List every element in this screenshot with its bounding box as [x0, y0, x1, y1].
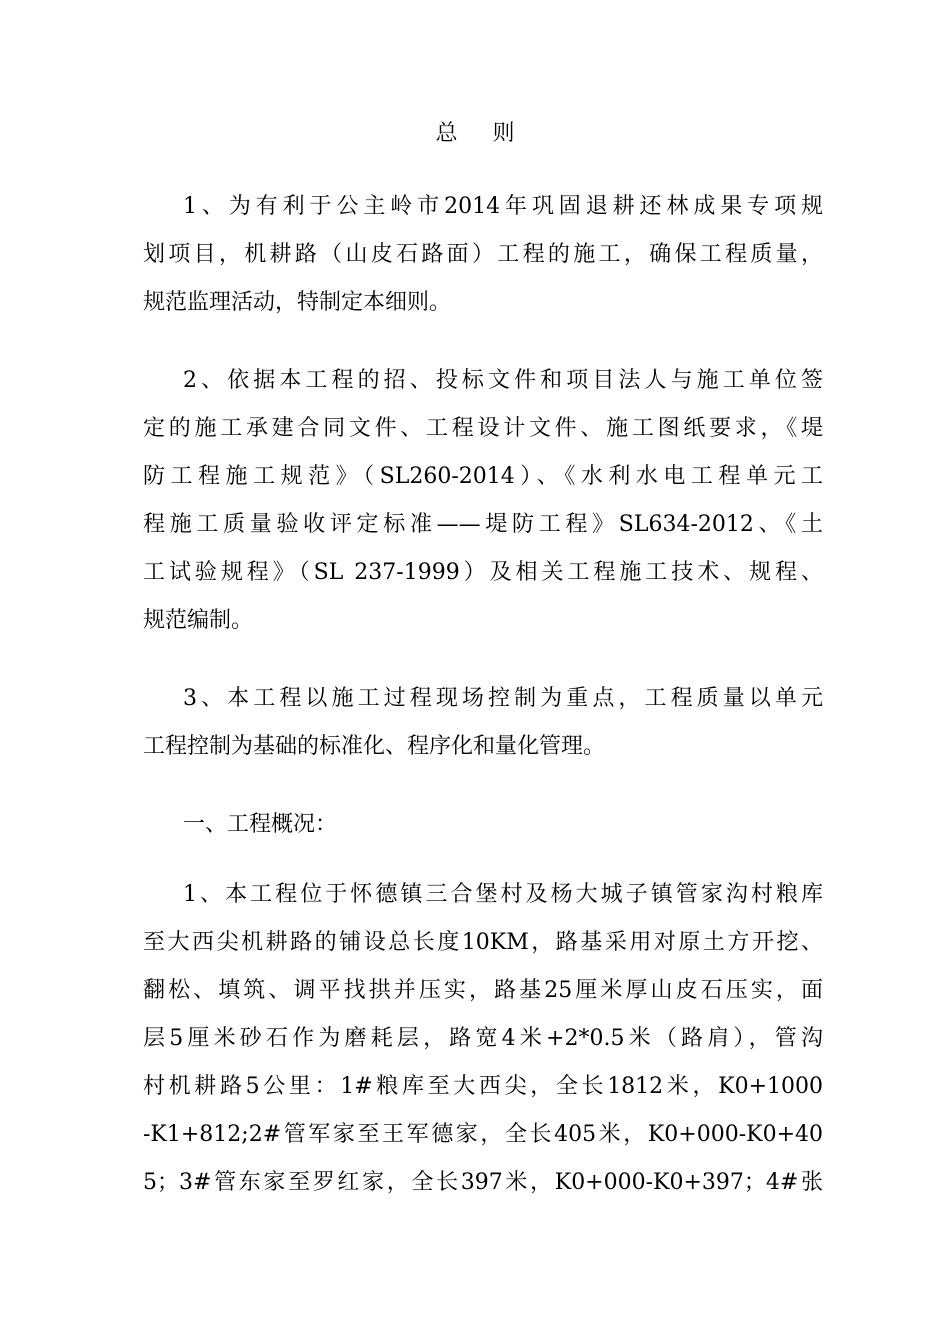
paragraph-1-line-3: 规范监理活动，特制定本细则。: [143, 290, 452, 315]
paragraph-2: [143, 357, 823, 645]
paragraph-2-line-5: 工试验规程》（SL 237-1999）及相关工程施工技术、规程、: [143, 560, 823, 585]
paragraph-3-line-1: 3、本工程以施工过程现场控制为重点，工程质量以单元: [183, 686, 823, 711]
paragraph-4-line-1: 1、本工程位于怀德镇三合堡村及杨大城子镇管家沟村粮库: [183, 882, 823, 907]
paragraph-4: [143, 871, 823, 1207]
paragraph-4-line-4: 层5厘米砂石作为磨耗层，路宽4米+2*0.5米（路肩），管沟: [143, 1026, 823, 1051]
section-heading-line: 一、工程概况：: [183, 812, 338, 837]
paragraph-2-line-3: 防工程施工规范》（SL260-2014）、《水利水电工程单元工: [143, 464, 823, 489]
page-title: 总 则: [435, 121, 529, 146]
paragraph-4-line-7: 5；3#管东家至罗红家，全长397米，K0+000-K0+397；4#张: [143, 1170, 823, 1195]
paragraph-4-line-6: -K1+812;2#管军家至王军德家，全长405米，K0+000-K0+40: [143, 1122, 823, 1147]
paragraph-4-line-2: 至大西尖机耕路的铺设总长度10KM，路基采用对原土方开挖、: [143, 930, 823, 955]
paragraph-2-line-4: 程施工质量验收评定标准——堤防工程》SL634-2012、《土: [143, 512, 823, 537]
paragraph-2-line-2: 定的施工承建合同文件、工程设计文件、施工图纸要求，《堤: [143, 416, 823, 441]
paragraph-3: [143, 675, 823, 771]
paragraph-2-line-1: 2、依据本工程的招、投标文件和项目法人与施工单位签: [183, 368, 823, 393]
paragraph-1-line-2: 划项目，机耕路（山皮石路面）工程的施工，确保工程质量，: [143, 242, 823, 267]
paragraph-3-line-2: 工程控制为基础的标准化、程序化和量化管理。: [143, 734, 606, 759]
section-heading-overview: [143, 801, 823, 849]
paragraph-4-line-3: 翻松、填筑、调平找拱并压实，路基25厘米厚山皮石压实，面: [143, 978, 823, 1003]
paragraph-1: [143, 183, 823, 327]
paragraph-4-line-5: 村机耕路5公里：1#粮库至大西尖，全长1812米，K0+1000: [143, 1074, 823, 1099]
paragraph-1-line-1: 1、为有利于公主岭市2014年巩固退耕还林成果专项规: [183, 194, 823, 219]
paragraph-2-line-6: 规范编制。: [143, 608, 254, 633]
